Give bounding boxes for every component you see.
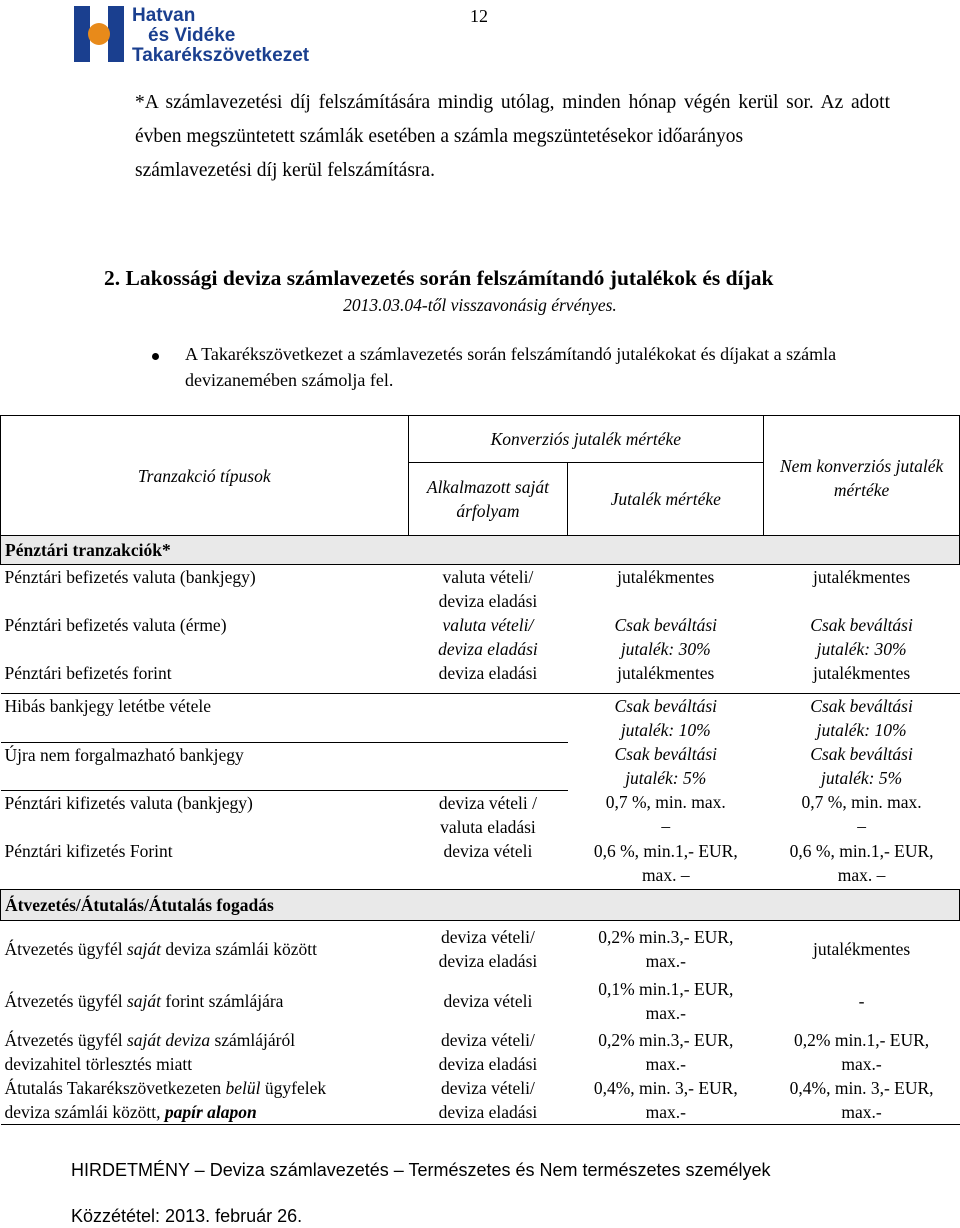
row9-rate: deviza vételi bbox=[443, 990, 533, 1011]
row7-rate: deviza vételi bbox=[443, 840, 533, 861]
table-row bbox=[1, 742, 960, 790]
header-applied-rate: Alkalmazott saját árfolyam bbox=[408, 463, 568, 536]
header-conversion-fee: Konverziós jutalék mértéke bbox=[408, 416, 764, 463]
logo-line-1: Hatvan bbox=[132, 5, 196, 26]
table-row bbox=[1, 839, 960, 887]
row3-fee: jutalékmentes bbox=[617, 663, 715, 683]
row7-nonconv: 0,6 %, min.1,- EUR, max. – bbox=[789, 840, 934, 885]
row7-type: Pénztári kifizetés Forint bbox=[4, 840, 173, 861]
header-transaction-types: Tranzakció típusok bbox=[1, 416, 409, 536]
row6-type: Pénztári kifizetés valuta (bankjegy) bbox=[4, 792, 253, 813]
row11-type: Átutalás Takarékszövetkezeten belül ügyfelek deviza számlái között, papír alapon bbox=[1, 1076, 409, 1125]
row9-type: Átvezetés ügyfél saját forint számlájára bbox=[4, 990, 284, 1011]
table-row bbox=[1, 1028, 960, 1076]
row2-type: Pénztári befizetés valuta (érme) bbox=[4, 615, 227, 635]
row5-rate bbox=[408, 742, 568, 790]
bullet-text: A Takarékszövetkezet a számlavezetés során felszámítandó jutalékokat és díjakat a számla devizanemében számolja fel. bbox=[185, 344, 837, 390]
row1-type: Pénztári befizetés valuta (bankjegy) bbox=[4, 567, 256, 587]
table-row bbox=[1, 977, 960, 1025]
row3-type: Pénztári befizetés forint bbox=[4, 663, 172, 683]
intro-note bbox=[135, 86, 890, 188]
table-row bbox=[1, 565, 960, 614]
logo-line-2: és Vidéke bbox=[148, 25, 236, 46]
row8-nonconv: jutalékmentes bbox=[812, 938, 911, 959]
footer-title: HIRDETMÉNY – Deviza számlavezetés – Természetes és Nem természetes személyek bbox=[71, 1160, 771, 1180]
row1-fee: jutalékmentes bbox=[617, 567, 715, 587]
row5-fee: Csak beváltási jutalék: 5% bbox=[614, 744, 718, 788]
section-transfer-label: Átvezetés/Átutalás/Átutalás fogadás bbox=[1, 889, 960, 920]
row2-nonconv: Csak beváltási jutalék: 30% bbox=[810, 615, 913, 659]
row4-rate bbox=[408, 694, 568, 743]
row3-nonconv: jutalékmentes bbox=[812, 663, 911, 683]
row6-fee: 0,7 %, min. max. – bbox=[605, 792, 726, 836]
header-nonconversion-fee: Nem konverziós jutalék mértéke bbox=[764, 416, 960, 536]
row5-nonconv: Csak beváltási jutalék: 5% bbox=[810, 744, 913, 788]
logo-line-3: Takarékszövetkezet bbox=[132, 45, 310, 66]
row10-fee: 0,2% min.3,- EUR, max.- bbox=[598, 1029, 734, 1074]
bank-logo bbox=[70, 4, 330, 64]
fee-table bbox=[0, 415, 960, 1125]
row11-nonconv: 0,4%, min. 3,- EUR, max.- bbox=[764, 1076, 960, 1125]
validity-note: 2013.03.04-től visszavonásig érvényes. bbox=[343, 295, 617, 315]
section-row-cash bbox=[1, 536, 960, 565]
intro-note-line-1: *A számlavezetési díj felszámítására mindig utólag, minden hónap végén kerül sor. Az adott évben megszüntetett számlák esetében a számla megszüntetésekor időarányos bbox=[135, 92, 890, 147]
row7-fee: 0,6 %, min.1,- EUR, max. – bbox=[593, 840, 738, 885]
row4-nonconv: Csak beváltási jutalék: 10% bbox=[810, 696, 913, 740]
row10-type: Átvezetés ügyfél saját deviza számlájáról devizahitel törlesztés miatt bbox=[4, 1029, 296, 1074]
bullet-icon bbox=[152, 353, 159, 360]
page-number: 12 bbox=[470, 6, 488, 26]
row10-nonconv: 0,2% min.1,- EUR, max.- bbox=[794, 1029, 930, 1074]
row4-type: Hibás bankjegy letétbe vétele bbox=[1, 694, 409, 743]
row2-fee: Csak beváltási jutalék: 30% bbox=[614, 615, 718, 659]
row6-nonconv: 0,7 %, min. max. – bbox=[801, 792, 922, 836]
section-row-transfer bbox=[1, 889, 960, 920]
row8-type: Átvezetés ügyfél saját deviza számlái között bbox=[4, 938, 317, 959]
table-row bbox=[1, 1076, 960, 1125]
row2-rate: valuta vételi/ deviza eladási bbox=[438, 615, 538, 659]
row11-rate: deviza vételi/ deviza eladási bbox=[408, 1076, 568, 1125]
row1-nonconv: jutalékmentes bbox=[812, 567, 911, 587]
table-row bbox=[1, 694, 960, 743]
row8-rate: deviza vételi/ deviza eladási bbox=[438, 926, 538, 971]
header-fee-rate: Jutalék mértéke bbox=[568, 463, 764, 536]
row6-rate: deviza vételi / valuta eladási bbox=[438, 792, 537, 837]
table-row bbox=[1, 661, 960, 685]
table-row bbox=[1, 790, 960, 839]
row5-type: Újra nem forgalmazható bankjegy bbox=[1, 742, 409, 790]
row10-rate: deviza vételi/ deviza eladási bbox=[438, 1029, 538, 1074]
row9-nonconv: - bbox=[858, 990, 865, 1011]
row1-rate: valuta vételi/ deviza eladási bbox=[438, 567, 538, 611]
section-cash-label: Pénztári tranzakciók* bbox=[1, 536, 960, 565]
table-row bbox=[1, 925, 960, 973]
footer-date: Közzététel: 2013. február 26. bbox=[71, 1206, 303, 1226]
row4-fee: Csak beváltási jutalék: 10% bbox=[614, 696, 718, 740]
row3-rate: deviza eladási bbox=[438, 663, 538, 683]
row9-fee: 0,1% min.1,- EUR, max.- bbox=[598, 978, 734, 1023]
section-heading: 2. Lakossági deviza számlavezetés során felszámítandó jutalékok és díjak bbox=[104, 266, 774, 290]
table-header-row-1 bbox=[1, 416, 960, 463]
intro-note-line-2: számlavezetési díj kerül felszámításra. bbox=[135, 160, 435, 181]
logo-mark-icon bbox=[70, 4, 130, 64]
table-row bbox=[1, 613, 960, 661]
row11-fee: 0,4%, min. 3,- EUR, max.- bbox=[568, 1076, 764, 1125]
row8-fee: 0,2% min.3,- EUR, max.- bbox=[598, 926, 734, 971]
